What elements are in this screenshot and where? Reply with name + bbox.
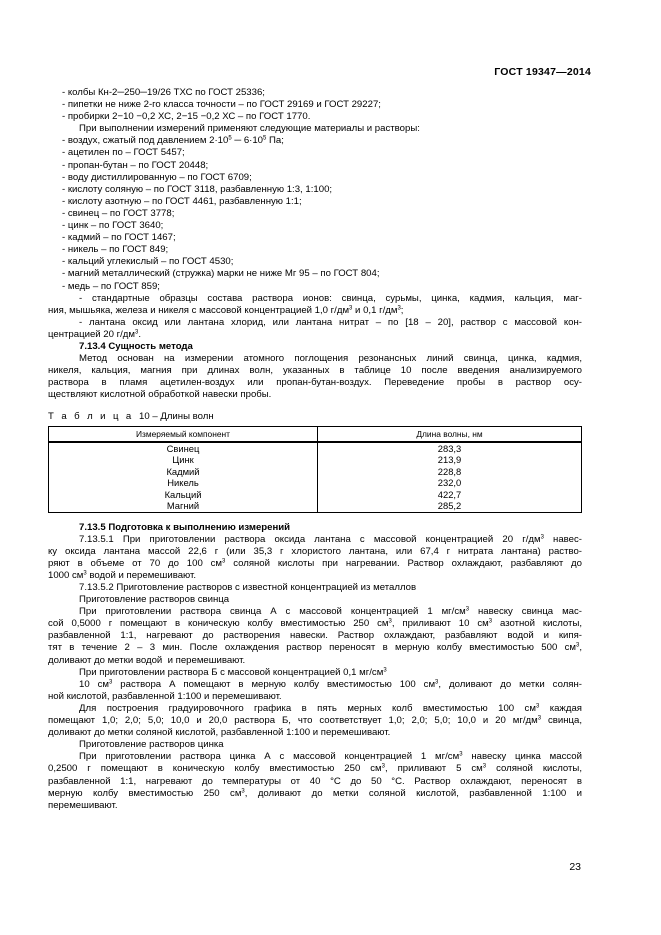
list-item: - свинец – по ГОСТ 3778;: [62, 207, 175, 219]
paragraph-line: ряют в объеме от 70 до 100 $см^3$ соляной кислоты при нагревании. Раствор охлаждают, разбавляют до: [48, 557, 582, 569]
table-row: [49, 500, 582, 512]
paragraph-line: ку оксида лантана массой 22,6 г (или 35,3 г хлористого лантана, или 67,4 г нитрата лантана) раство-: [48, 545, 582, 557]
wavelength-table: [48, 426, 582, 513]
paragraph-line: При приготовлении раствора цинка А с массовой концентрацией 1 $мг/см^3$ навеску цинка массой: [79, 751, 583, 763]
table-row: [49, 454, 582, 466]
paragraph-line: перемешивают.: [48, 799, 118, 811]
paragraph-line: тят в течение 2 – 3 мин. После охлаждения раствор переносят в мерную колбу вместимостью 500 $см^3$,: [48, 642, 582, 654]
document-code: ГОСТ 19347—2014: [494, 66, 591, 78]
page-number: 23: [569, 861, 581, 873]
cell-wavelength: 285,2: [318, 500, 582, 512]
cell-component: Цинк: [49, 454, 318, 466]
paragraph-line: При приготовлении раствора Б с массовой концентрацией 0,1 $мг/см^3$: [79, 666, 387, 678]
cell-component: Кадмий: [49, 466, 318, 478]
table-row: [49, 442, 582, 455]
list-item: - ацетилен по – ГОСТ 5457;: [62, 147, 185, 159]
table-row: [49, 477, 582, 489]
paragraph-line: Для построения градуировочного графика в пять мерных колб вместимостью 100 $см^3$ каждая: [79, 702, 582, 714]
list-item: - пропан-бутан – по ГОСТ 20448;: [62, 159, 209, 171]
paragraph-method: [48, 353, 582, 401]
paragraph-line: разбавленной 1:1, нагревают до температуры от 40 °С до 50 °С. Раствор охлаждают, переносят в: [48, 775, 582, 787]
list-item: - воду дистиллированную – по ГОСТ 6709;: [62, 171, 252, 183]
paragraph-line: помещают 1,0; 2,0; 5,0; 10,0 и 20,0 раствора Б, что соответствует 1,0; 2,0; 5,0; 10,0 и 20 $мг/дм^3$ свинца,: [48, 715, 582, 727]
section-7-13-5: [48, 522, 582, 812]
paragraph-line: никеля, кальция, магния при длинах волн, указанных в таблице 10 после введения анализируемого: [48, 365, 582, 377]
paragraph-line: 1000 $см^3$ водой и перемешивают.: [48, 569, 197, 581]
subsection-title-zinc: Приготовление растворов цинка: [79, 739, 224, 751]
list-item: - кальций углекислый – по ГОСТ 4530;: [62, 256, 234, 268]
cell-wavelength: 422,7: [318, 489, 582, 501]
list-item: - кислоту соляную – по ГОСТ 3118, разбавленную 1:3, 1:100;: [62, 183, 333, 195]
list-item: - магний металлический (стружка) марки не ниже Мг 95 – по ГОСТ 804;: [62, 268, 380, 280]
paragraph-line: мерную колбу вместимостью 250 $см^3$, доливают до метки соляной кислотой, разбавленной 1:100 и: [48, 787, 583, 799]
subsection-title-lead: Приготовление растворов свинца: [79, 594, 230, 606]
table-row: [49, 489, 582, 501]
paragraph-line: При приготовлении раствора свинца А с массовой концентрацией 1 $мг/см^3$ навеску свинца мас-: [79, 606, 582, 618]
list-item: - пипетки не ниже 2-го класса точности – по ГОСТ 29169 и ГОСТ 29227;: [62, 99, 381, 111]
section-heading-7-13-5: 7.13.5 Подготовка к выполнению измерений: [79, 521, 291, 533]
paragraph-line: доливают до метки водой и перемешивают.: [48, 654, 246, 666]
paragraph-line: 0,2500 г помещают в коническую колбу вместимостью 250 $см^3$, приливают 5 $см^3$ соляной кислоты,: [48, 763, 582, 775]
list-item: - кадмий – по ГОСТ 1467;: [62, 232, 176, 244]
list-item: - кислоту азотную – по ГОСТ 4461, разбавленную 1:1;: [62, 195, 302, 207]
list-item-lanthanum: - лантана оксид или лантана хлорид, или лантана нитрат – по [18 – 20], раствор с массовой кон-: [79, 316, 582, 328]
list-item: - цинк – по ГОСТ 3640;: [62, 220, 164, 232]
cell-component: Свинец: [49, 442, 318, 455]
paragraph-line: ществляют кислотной обработкой навески пробы.: [48, 389, 272, 401]
list-item-lanthanum-cont: центрацией 20 $г/дм^3$.: [48, 328, 142, 340]
list-item-standard-samples: - стандартные образцы состава раствора ионов: свинца, сурьмы, цинка, кадмия, кальция, маг-: [79, 292, 582, 304]
paragraph-line: ной кислотой, разбавленной 1:100 и перемешивают.: [48, 690, 282, 702]
list-item: - колбы Кн-2─250─19/26 ТХС по ГОСТ 25336;: [62, 87, 265, 98]
column-header-wavelength: Длина волны, нм: [318, 426, 582, 442]
paragraph-line: раствора в пламя ацетилен-воздух или пропан-бутан-воздух. Переведение пробы в раствор осу-: [48, 377, 582, 389]
paragraph-line: 7.13.5.1 При приготовлении раствора оксида лантана с массовой концентрацией 20 $г/дм^3$ навес-: [79, 533, 582, 545]
cell-wavelength: 228,8: [318, 466, 582, 478]
list-item: - пробирки 2−10 −0,2 ХС, 2−15 −0,2 ХС – по ГОСТ 1770.: [62, 111, 311, 123]
cell-component: Никель: [49, 477, 318, 489]
paragraph-line: сой 0,5000 г помещают в коническую колбу вместимостью 250 $см^3$, приливают 10 $см^3$ азотной кислоты,: [48, 618, 583, 630]
list-item-air: - воздух, сжатый под давлением $2\cdot 10^5$ ─ $6\cdot 10^5$ Па;: [62, 135, 284, 147]
cell-component: Кальций: [49, 489, 318, 501]
paragraph-line: разбавленной 1:1, нагревают до растворения навески. Раствор охлаждают, разбавляют водой и кипя-: [48, 630, 582, 642]
page-content: [48, 87, 583, 812]
list-item: - никель – по ГОСТ 849;: [62, 244, 169, 256]
cell-wavelength: 232,0: [318, 477, 582, 489]
paragraph-line: Метод основан на измерении атомного поглощения резонансных линий свинца, цинка, кадмия,: [79, 353, 582, 365]
paragraph-line: доливают до метки соляной кислотой, разбавленной 1:100 и перемешивают.: [48, 727, 391, 739]
column-header-component: Измеряемый компонент: [49, 426, 318, 442]
section-heading-7-13-4: 7.13.4 Сущность метода: [79, 340, 193, 352]
paragraph-line: 7.13.5.2 Приготовление растворов с известной концентрацией из металлов: [79, 582, 417, 593]
cell-wavelength: 213,9: [318, 454, 582, 466]
paragraph-line: 10 $см^3$ раствора А помещают в мерную колбу вместимостью 100 $см^3$, доливают до метки солян-: [79, 678, 582, 690]
cell-wavelength: 283,3: [318, 442, 582, 455]
table-caption: Т а б л и ц а 10 – Длины волн: [48, 411, 214, 423]
list-item: - медь – по ГОСТ 859;: [62, 280, 160, 292]
list-item-standard-samples-cont: ния, мышьяка, железа и никеля с массовой концентрацией 1,0 $г/дм^3$ и 0,1 $г/дм^3$;: [48, 304, 404, 316]
cell-component: Магний: [49, 500, 318, 512]
table-row: [49, 466, 582, 478]
materials-intro: При выполнении измерений применяют следующие материалы и растворы:: [79, 123, 420, 135]
